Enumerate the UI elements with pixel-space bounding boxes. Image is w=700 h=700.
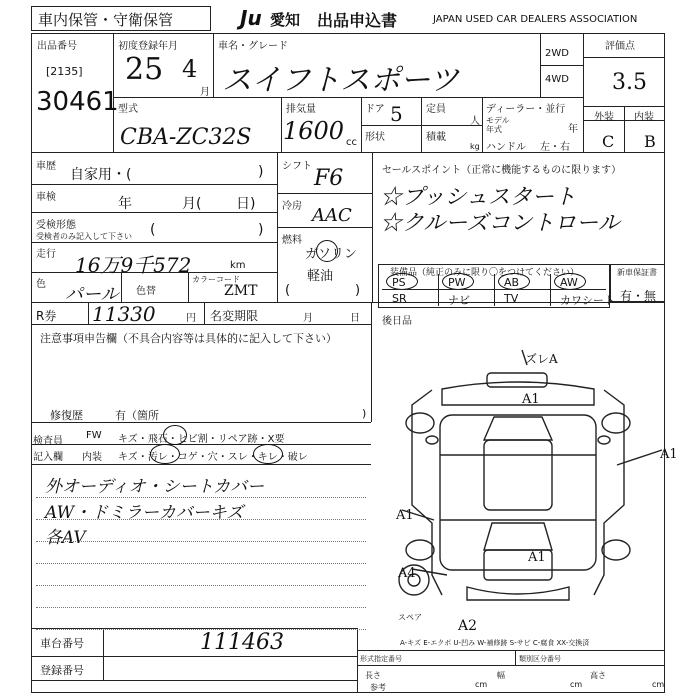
name-change-label: 名変期限 [210,309,259,323]
selling-line1: ☆プッシュスタート [380,185,577,210]
interior-label: 内装 [634,112,654,123]
score-label: 評価点 [605,41,635,52]
fuel-open: ( [285,283,291,298]
handle-label: ハンドル [486,142,526,153]
width-unit: cm [570,680,583,689]
equipment-item: ナビ [448,294,470,307]
type-value: CBA-ZC32S [120,125,252,150]
handle-lr: 左・右 [540,142,570,153]
height-unit: cm [652,680,665,689]
exterior-label: 外装 [594,112,614,123]
mileage-value: 16万9千572 [75,253,192,277]
colorcode-value: ZMT [224,283,258,299]
equipment-circle [498,273,530,290]
inspection-month: 月( [182,196,202,212]
color-label: 色 [36,279,46,290]
lot-number: 30461 [36,87,119,117]
repair-label: 修復歴 [50,409,83,422]
receipt-label: 受検形態 [36,220,76,231]
history-value: 自家用・( [70,167,132,183]
mileage-unit: km [230,260,246,271]
type-label: 型式 [118,104,138,115]
equipment-item: SR [392,292,407,305]
remark-1: 外オーディオ・シートカバー [45,477,265,497]
model-label: 車名・グレード [218,41,288,52]
remark-2: AW・ドミラーカバーキズ [45,503,244,523]
equipment-circle [386,273,418,290]
new-warranty-label: 新車保証書 [617,268,657,277]
damage-mark-a2: A2 [458,618,478,634]
interior-circle-stain [150,444,180,464]
height-label: 高さ [590,671,606,680]
displacement-label: 排気量 [286,104,316,115]
fw-circle-chip [163,425,187,445]
repair-close: ) [362,407,367,420]
equipment-item: PS [392,276,406,289]
recycle-value: 11330 [92,302,156,326]
name-change-day: 日 [350,313,360,324]
association-name: JAPAN USED CAR DEALERS ASSOCIATION [433,14,638,25]
storage-label: 車内保管・守衛保管 [38,11,174,29]
inspection-day: 日) [236,196,256,212]
measure-1: 形式指定番号 [360,655,402,663]
shape-label: 形状 [365,132,385,143]
equipment-circle [554,273,586,290]
remark-line [36,585,366,586]
recycle-label: R券 [36,309,57,323]
damage-mark-right: A1 [660,447,678,462]
score-value: 3.5 [612,70,647,95]
ju-logo-mark: Ju [240,6,262,30]
inspector-label-2: 記入欄 [33,452,63,463]
shift-value: F6 [314,166,344,191]
drive-2wd: 2WD [545,48,569,59]
reg-label: 初度登録年月 [118,41,178,52]
lot-sub: [2135] [46,65,83,78]
fw-options: キズ・飛石・ヒビ割・リペア跡・X要 [118,434,285,445]
measure-2: 類別区分番号 [519,655,561,663]
receipt-open: ( [150,222,156,238]
receipt-close: ) [258,222,264,238]
shift-label: シフト [282,161,312,172]
remark-line [36,497,366,498]
interior-grade: B [644,132,656,151]
postfit-label: 後日品 [382,316,412,327]
car-damage-diagram [372,345,665,645]
inspector-label-1: 検査員 [33,436,63,447]
fuel-diesel: 軽油 [307,269,334,284]
width-label: 幅 [497,671,505,680]
inspection-year: 年 [118,196,132,212]
displacement-unit: cc [346,137,357,148]
doors-value: 5 [390,102,403,126]
repair-value: 有（箇所 [115,409,159,422]
remark-line [36,629,366,630]
fuel-label: 燃料 [282,235,302,246]
damage-legend: A-キズ E-エクボ U-凹み W-補修跡 S-サビ C-腐食 XX-交換済 [400,639,590,647]
color-value: パール [65,284,119,305]
load-label: 積載 [426,132,446,143]
ref-label: 参考 [370,683,386,692]
length-label: 長さ [365,671,381,680]
remark-3: 各AV [45,528,86,548]
storage-badge [31,6,211,31]
fuel-close: ) [355,283,361,298]
remark-line [36,607,366,608]
colorcode-label: カラーコード [192,275,240,284]
name-change-month: 月 [303,313,313,324]
damage-mark-roof: A1 [528,550,546,565]
color-change-label: 色替 [136,286,156,297]
model-year-label: モデル年式 [486,116,510,134]
aircon-value: AAC [312,205,352,226]
doors-label: ドア [365,104,385,115]
model-year-unit: 年 [568,124,578,135]
org-name: 愛知 [270,11,301,29]
damage-mark-left: A1 [396,508,414,523]
equipment-divider [494,274,495,306]
history-label: 車歴 [36,161,56,172]
drive-4wd: 4WD [545,74,569,85]
damage-mark-a4: A4 [398,566,416,581]
model-value: スイフトスポーツ [222,63,459,98]
selling-label: セールスポイント（正常に機能するものに限ります） [382,165,622,176]
aircon-label: 冷房 [282,201,302,212]
equipment-item: AB [504,276,520,289]
form-title: 出品申込書 [317,11,398,30]
interior-circle-rub [253,444,283,464]
equipment-divider [550,274,551,306]
exterior-grade: C [602,132,615,151]
damage-mark-hood: A1 [522,392,540,407]
fw-label: FW [86,430,102,441]
equipment-item: TV [504,292,519,305]
inspection-label: 車検 [36,192,56,203]
equipment-circle [442,273,474,290]
damage-mark-front: ズレA [525,352,558,366]
reg-year: 25 [125,52,164,87]
remark-line [36,563,366,564]
recycle-unit: 円 [186,313,196,324]
interior-row-label: 内装 [82,452,102,463]
lot-label: 出品番号 [37,41,77,52]
chassis-value: 111463 [200,630,284,655]
dealer-parallel: ディーラー・並行 [486,104,566,115]
reg-month-unit: 月 [200,87,210,98]
equipment-divider [438,274,439,306]
reg-month: 4 [182,55,198,83]
fuel-selected-circle [316,240,338,262]
capacity-label: 定員 [426,104,446,115]
notes-label: 注意事項申告欄（不具合内容等は具体的に記入して下さい） [40,332,337,345]
history-close: ) [258,164,264,180]
mileage-label: 走行 [36,249,56,260]
receipt-note: 受検者のみ記入して下さい [36,232,132,241]
spare-label: スペア [398,613,422,622]
equipment-row-divider [382,289,606,290]
fuel-options: ガソリン [305,247,358,262]
load-unit: kg [470,142,480,151]
registration-label: 登録番号 [40,664,84,677]
selling-line2: ☆クルーズコントロール [380,211,620,236]
chassis-label: 車台番号 [40,637,84,650]
capacity-unit: 人 [470,116,480,127]
equipment-item: PW [448,276,466,289]
ju-logo [240,6,300,32]
remark-line [36,541,366,542]
equipment-label: 装備品（純正のみに限り〇をつけてください） [390,268,580,278]
equipment-item: AW [560,276,578,289]
interior-options: キズ・汚レ・コゲ・穴・スレ・キレ・破レ [118,452,308,463]
equipment-item: カワシート [560,294,615,307]
remark-line [36,519,366,520]
new-warranty-value: 有・無 [620,289,657,303]
length-unit: cm [475,680,488,689]
displacement-value: 1600 [283,117,345,145]
